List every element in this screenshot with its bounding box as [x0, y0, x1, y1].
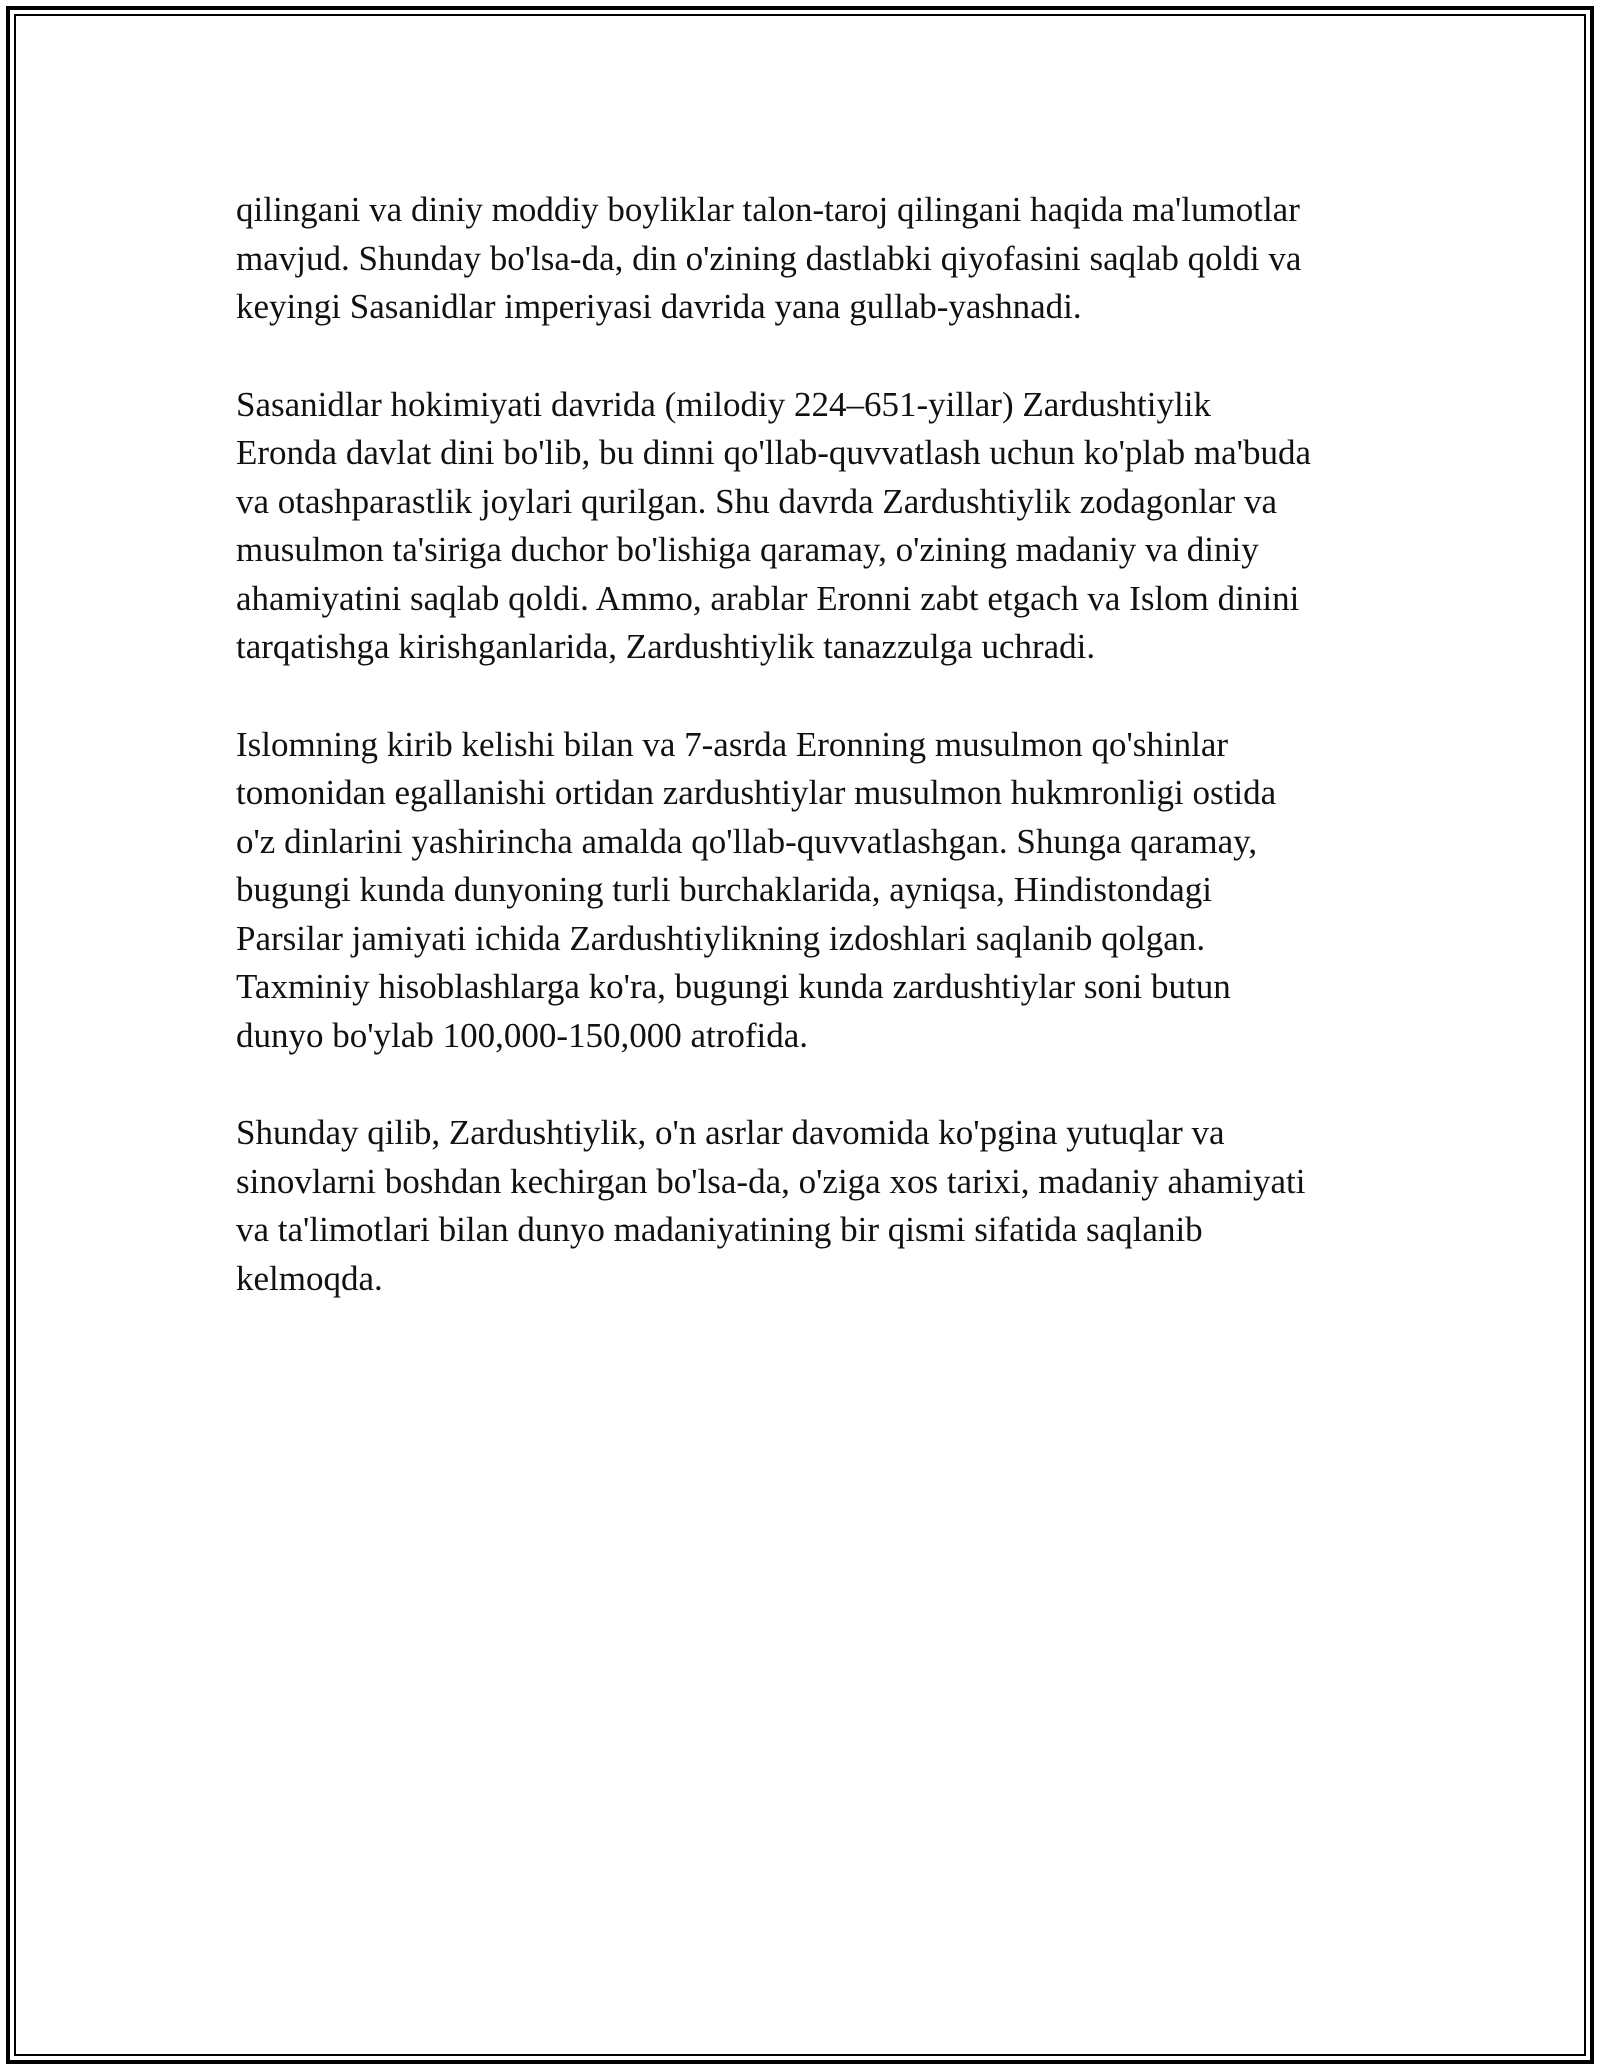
text-line: Taxminiy hisoblashlarga ko'ra, bugungi kunda zardushtiylar soni butun: [236, 967, 1231, 1006]
paragraph-1: [236, 186, 1371, 332]
text-line: Shunday qilib, Zardushtiylik, o'n asrlar davomida ko'pgina yutuqlar va: [236, 1113, 1225, 1152]
text-line: Parsilar jamiyati ichida Zardushtiylikning izdoshlari saqlanib qolgan.: [236, 918, 1206, 958]
text-line: dunyo bo'ylab 100,000-150,000 atrofida.: [236, 1015, 809, 1055]
text-line: Eronda davlat dini bo'lib, bu dinni qo'llab-quvvatlash uchun ko'plab ma'buda: [236, 433, 1312, 472]
paragraph-2: [236, 381, 1371, 672]
paragraph-3: [236, 721, 1371, 1061]
text-line: keyingi Sasanidlar imperiyasi davrida yana gullab-yashnadi.: [236, 287, 1082, 326]
text-line: tarqatishga kirishganlarida, Zardushtiylik tanazzulga uchradi.: [236, 627, 1096, 666]
text-line: va otashparastlik joylari qurilgan. Shu davrda Zardushtiylik zodagonlar va: [236, 481, 1277, 521]
text-line: o'z dinlarini yashirincha amalda qo'llab-quvvatlashgan. Shunga qaramay,: [236, 821, 1258, 861]
text-line: bugungi kunda dunyoning turli burchaklarida, ayniqsa, Hindistondagi: [236, 870, 1212, 909]
paragraph-4: [236, 1109, 1371, 1303]
text-line: tomonidan egallanishi ortidan zardushtiylar musulmon hukmronligi ostida: [236, 773, 1277, 812]
document-body: [236, 186, 1371, 1303]
text-line: Sasanidlar hokimiyati davrida (milodiy 224–651-yillar) Zardushtiylik: [236, 384, 1211, 424]
text-line: sinovlarni boshdan kechirgan bo'lsa-da, o'ziga xos tarixi, madaniy ahamiyati: [236, 1161, 1306, 1201]
text-line: va ta'limotlari bilan dunyo madaniyatining bir qismi sifatida saqlanib: [236, 1210, 1203, 1249]
text-line: qilingani va diniy moddiy boyliklar talon-taroj qilingani haqida ma'lumotlar: [236, 190, 1300, 229]
text-line: musulmon ta'siriga duchor bo'lishiga qaramay, o'zining madaniy va diniy: [236, 530, 1259, 569]
text-line: mavjud. Shunday bo'lsa-da, din o'zining dastlabki qiyofasini saqlab qoldi va: [236, 238, 1302, 278]
text-line: kelmoqda.: [236, 1258, 383, 1298]
text-line: ahamiyatini saqlab qoldi. Ammo, arablar Eronni zabt etgach va Islom dinini: [236, 578, 1300, 618]
text-line: Islomning kirib kelishi bilan va 7-asrda Eronning musulmon qo'shinlar: [236, 724, 1229, 764]
